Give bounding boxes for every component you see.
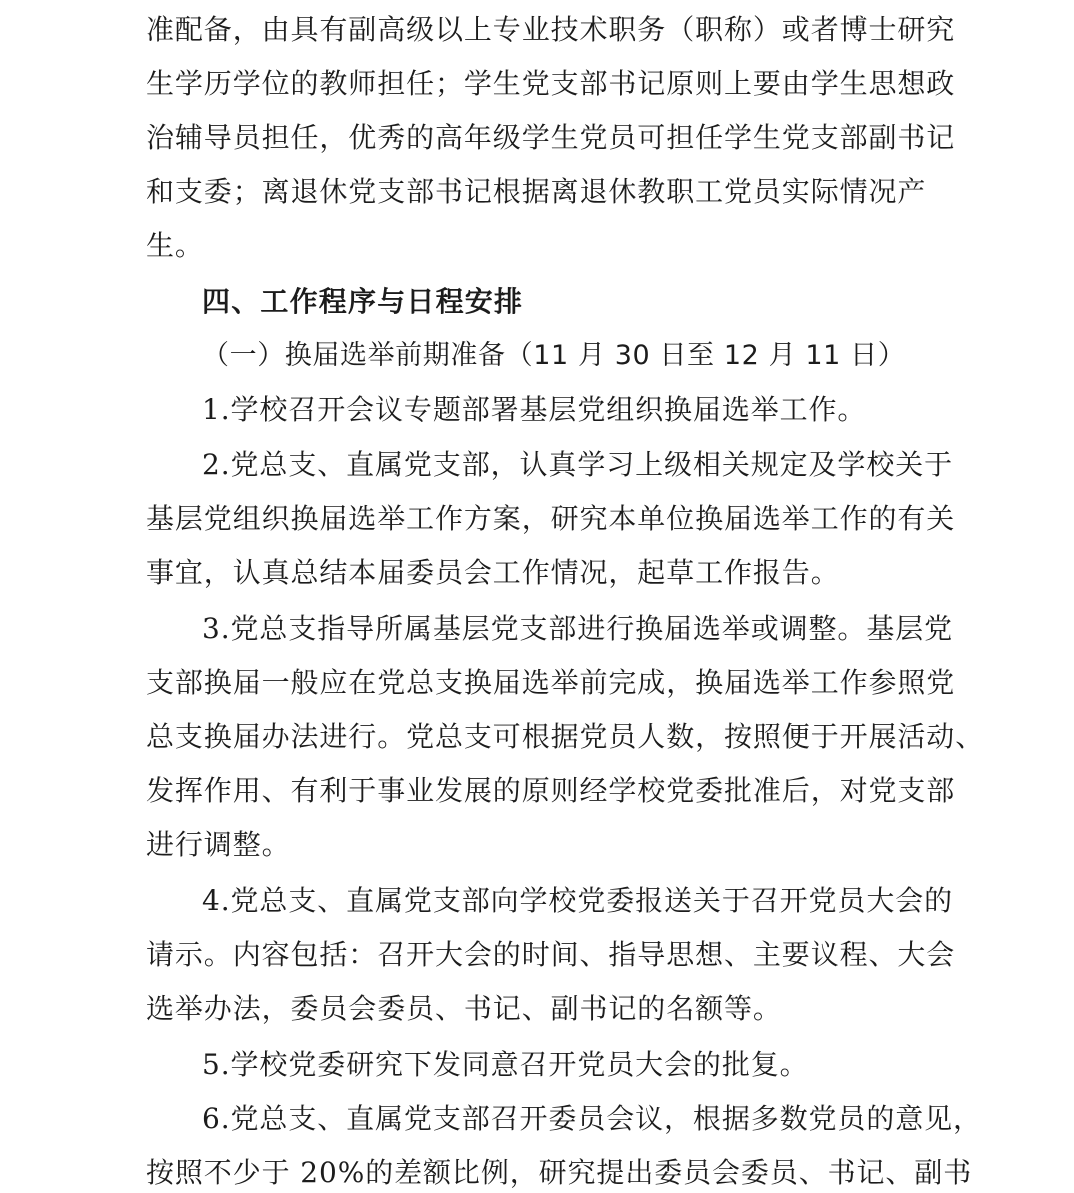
list-item-5: 5.学校党委研究下发同意召开党员大会的批复。 <box>202 1048 809 1081</box>
body-text-line: 进行调整。 <box>146 828 291 861</box>
list-item-2: 2.党总支、直属党支部，认真学习上级相关规定及学校关于 <box>202 448 954 481</box>
body-text-line: 生。 <box>146 229 204 262</box>
body-text-line: 基层党组织换届选举工作方案，研究本单位换届选举工作的有关 <box>146 502 956 535</box>
section-heading: 四、工作程序与日程安排 <box>202 285 524 318</box>
list-item-1: 1.学校召开会议专题部署基层党组织换届选举工作。 <box>202 393 867 426</box>
list-item-3: 3.党总支指导所属基层党支部进行换届选举或调整。基层党 <box>202 612 954 645</box>
list-item-4: 4.党总支、直属党支部向学校党委报送关于召开党员大会的 <box>202 884 954 917</box>
body-text-line: 总支换届办法进行。党总支可根据党员人数，按照便于开展活动、 <box>146 720 985 753</box>
body-text-line: 治辅导员担任，优秀的高年级学生党员可担任学生党支部副书记 <box>146 121 956 154</box>
body-text-line: 按照不少于 20%的差额比例，研究提出委员会委员、书记、副书 <box>146 1156 973 1189</box>
body-text-line: 生学历学位的教师担任；学生党支部书记原则上要由学生思想政 <box>146 67 956 100</box>
body-text-line: 请示。内容包括：召开大会的时间、指导思想、主要议程、大会 <box>146 938 956 971</box>
body-text-line: 准配备，由具有副高级以上专业技术职务（职称）或者博士研究 <box>146 13 956 46</box>
body-text-line: 事宜，认真总结本届委员会工作情况，起草工作报告。 <box>146 556 840 589</box>
body-text-line: 发挥作用、有利于事业发展的原则经学校党委批准后，对党支部 <box>146 774 956 807</box>
body-text-line: 和支委；离退休党支部书记根据离退休教职工党员实际情况产 <box>146 175 927 208</box>
subsection-heading: （一）换届选举前期准备（11 月 30 日至 12 月 11 日） <box>202 340 906 371</box>
body-text-line: 选举办法，委员会委员、书记、副书记的名额等。 <box>146 992 782 1025</box>
list-item-6: 6.党总支、直属党支部召开委员会议，根据多数党员的意见， <box>202 1102 982 1135</box>
body-text-line: 支部换届一般应在党总支换届选举前完成，换届选举工作参照党 <box>146 666 956 699</box>
